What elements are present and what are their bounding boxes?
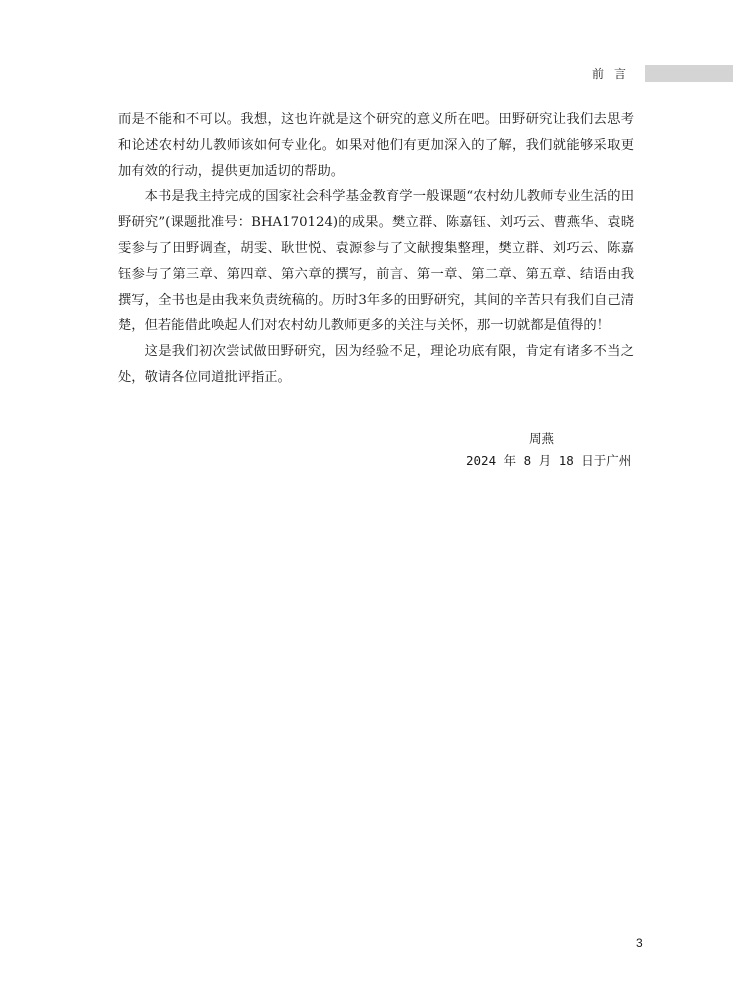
- signature-date: 2024 年 8 月 18 日于广州: [466, 453, 632, 468]
- section-header-label: 前言: [592, 67, 637, 81]
- body-text: [118, 107, 634, 391]
- paragraph-continuation: 而是不能和不可以。我想，这也许就是这个研究的意义所在吧。田野研究让我们去思考和论述农村幼儿教师该如何专业化。如果对他们有更加深入的了解，我们就能够采取更加有效的行动，提供更加适切的帮助。: [118, 112, 634, 179]
- author-signature: 周燕: [529, 431, 555, 446]
- paragraph-closing-note: 这是我们初次尝试做田野研究，因为经验不足，理论功底有限，肯定有诸多不当之处，敬请各位同道批评指正。: [118, 344, 634, 385]
- paragraph-project-credits: 本书是我主持完成的国家社会科学基金教育学一般课题“农村幼儿教师专业生活的田野研究”(课题批准号：BHA170124)的成果。樊立群、陈嘉钰、刘巧云、曹燕华、袁晓雯参与了田野调查，胡雯、耿世悦、袁源参与了文献搜集整理，樊立群、刘巧云、陈嘉钰参与了第三章、第四章、第六章的撰写，前言、第一章、第二章、第五章、结语由我撰写，全书也是由我来负责统稿的。历时3年多的田野研究，其间的辛苦只有我们自己清楚，但若能借此唤起人们对农村幼儿教师更多的关注与关怀，那一切就都是值得的！: [118, 189, 634, 334]
- page-number: 3: [636, 936, 643, 950]
- section-header-bar: [645, 65, 733, 82]
